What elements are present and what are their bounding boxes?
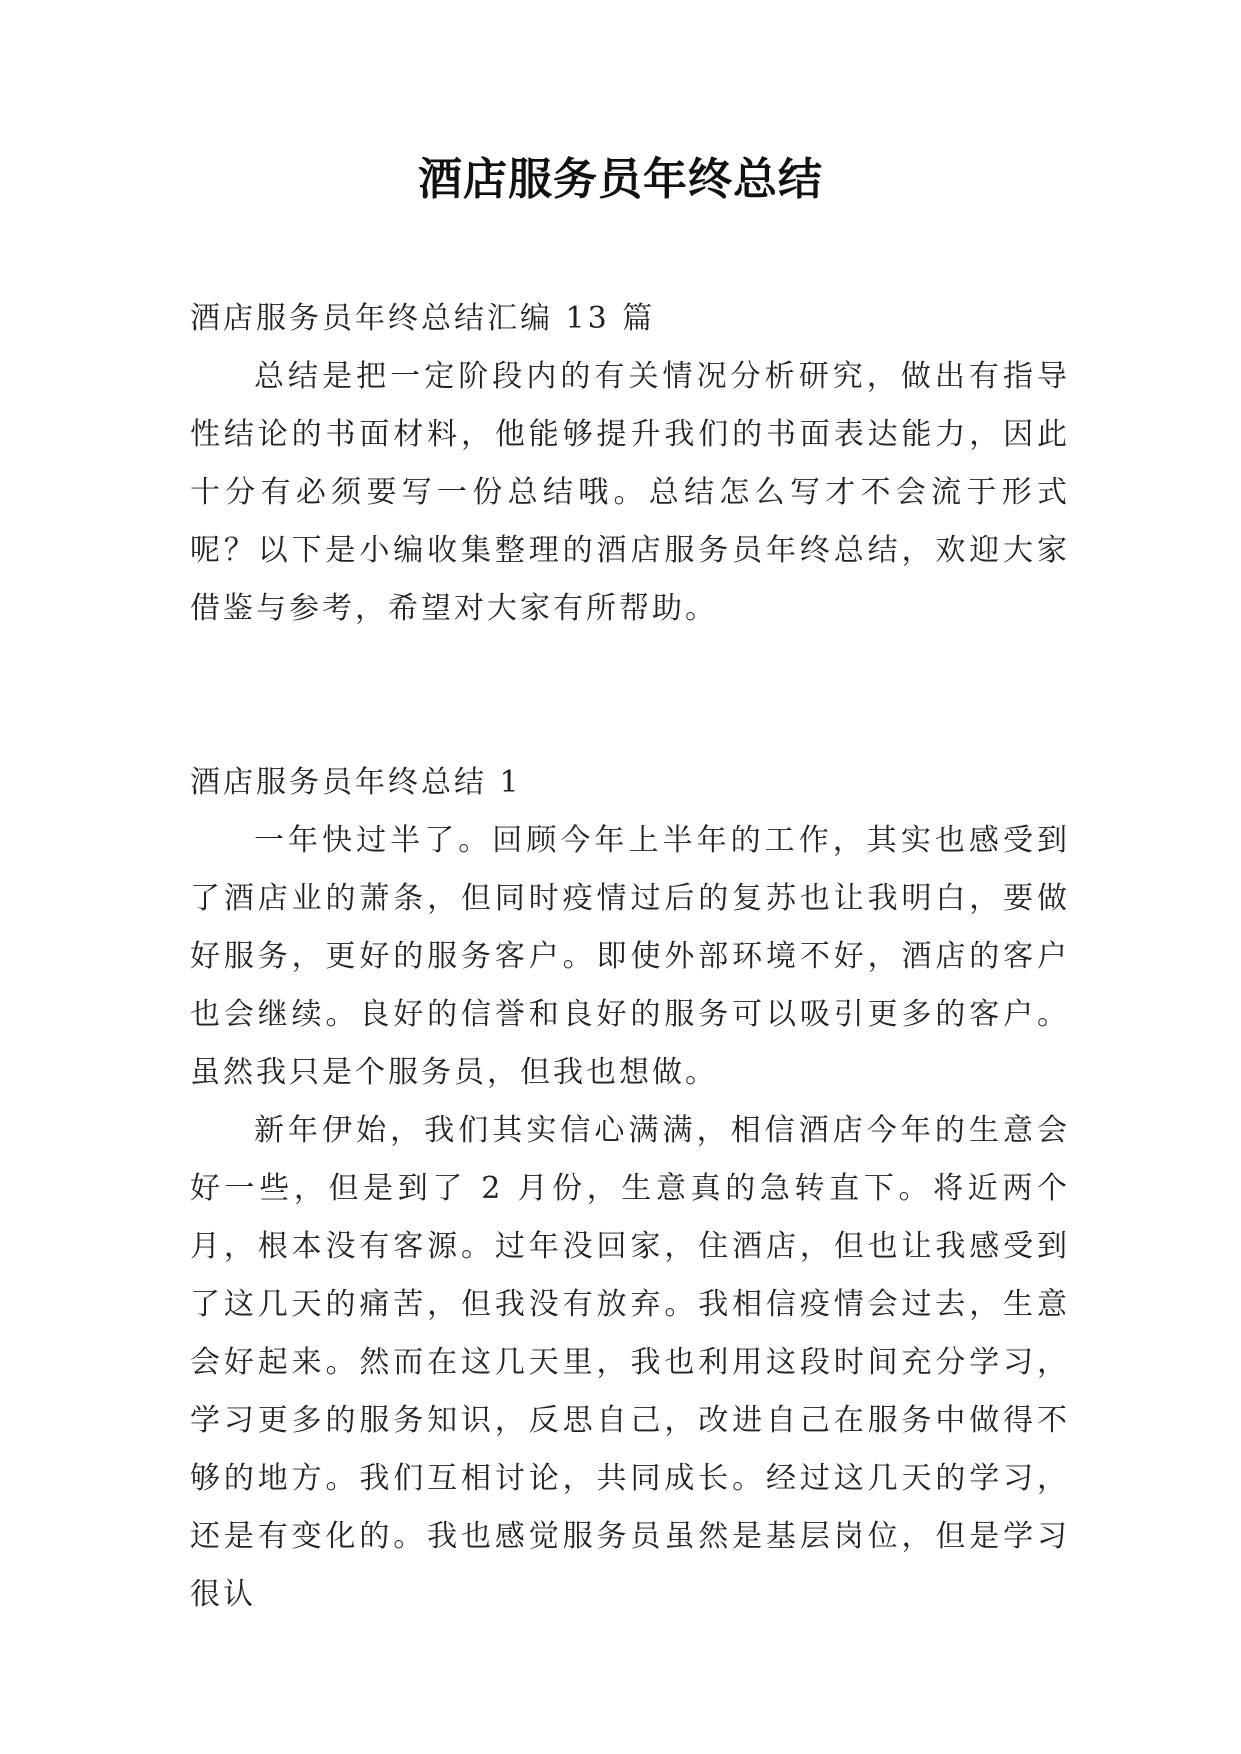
section-1-paragraph-1: 一年快过半了。回顾今年上半年的工作，其实也感受到了酒店业的萧条，但同时疫情过后的复苏也让我明白，要做好服务，更好的服务客户。即使外部环境不好，酒店的客户也会继续。良好的信誉和良好的服务可以吸引更多的客户。虽然我只是个服务员，但我也想做。 [190, 823, 1070, 1090]
section-spacer [190, 638, 1070, 754]
document-title: 酒店服务员年终总结 [418, 154, 823, 205]
document-body [190, 290, 1070, 1624]
collection-heading: 酒店服务员年终总结汇编 13 篇 [190, 301, 656, 336]
intro-paragraph: 总结是把一定阶段内的有关情况分析研究，做出有指导性结论的书面材料，他能够提升我们的书面表达能力，因此十分有必须要写一份总结哦。总结怎么写才不会流于形式呢？以下是小编收集整理的酒店服务员年终总结，欢迎大家借鉴与参考，希望对大家有所帮助。 [190, 359, 1070, 626]
section-1-paragraph-2: 新年伊始，我们其实信心满满，相信酒店今年的生意会好一些，但是到了 2 月份，生意真的急转直下。将近两个月，根本没有客源。过年没回家，住酒店，但也让我感受到了这几天的痛苦，但我没有放弃。我相信疫情会过去，生意会好起来。然而在这几天里，我也利用这段时间充分学习，学习更多的服务知识，反思自己，改进自己在服务中做得不够的地方。我们互相讨论，共同成长。经过这几天的学习，还是有变化的。我也感觉服务员虽然是基层岗位，但是学习很认 [190, 1113, 1070, 1612]
section-1-heading: 酒店服务员年终总结 1 [190, 765, 522, 800]
